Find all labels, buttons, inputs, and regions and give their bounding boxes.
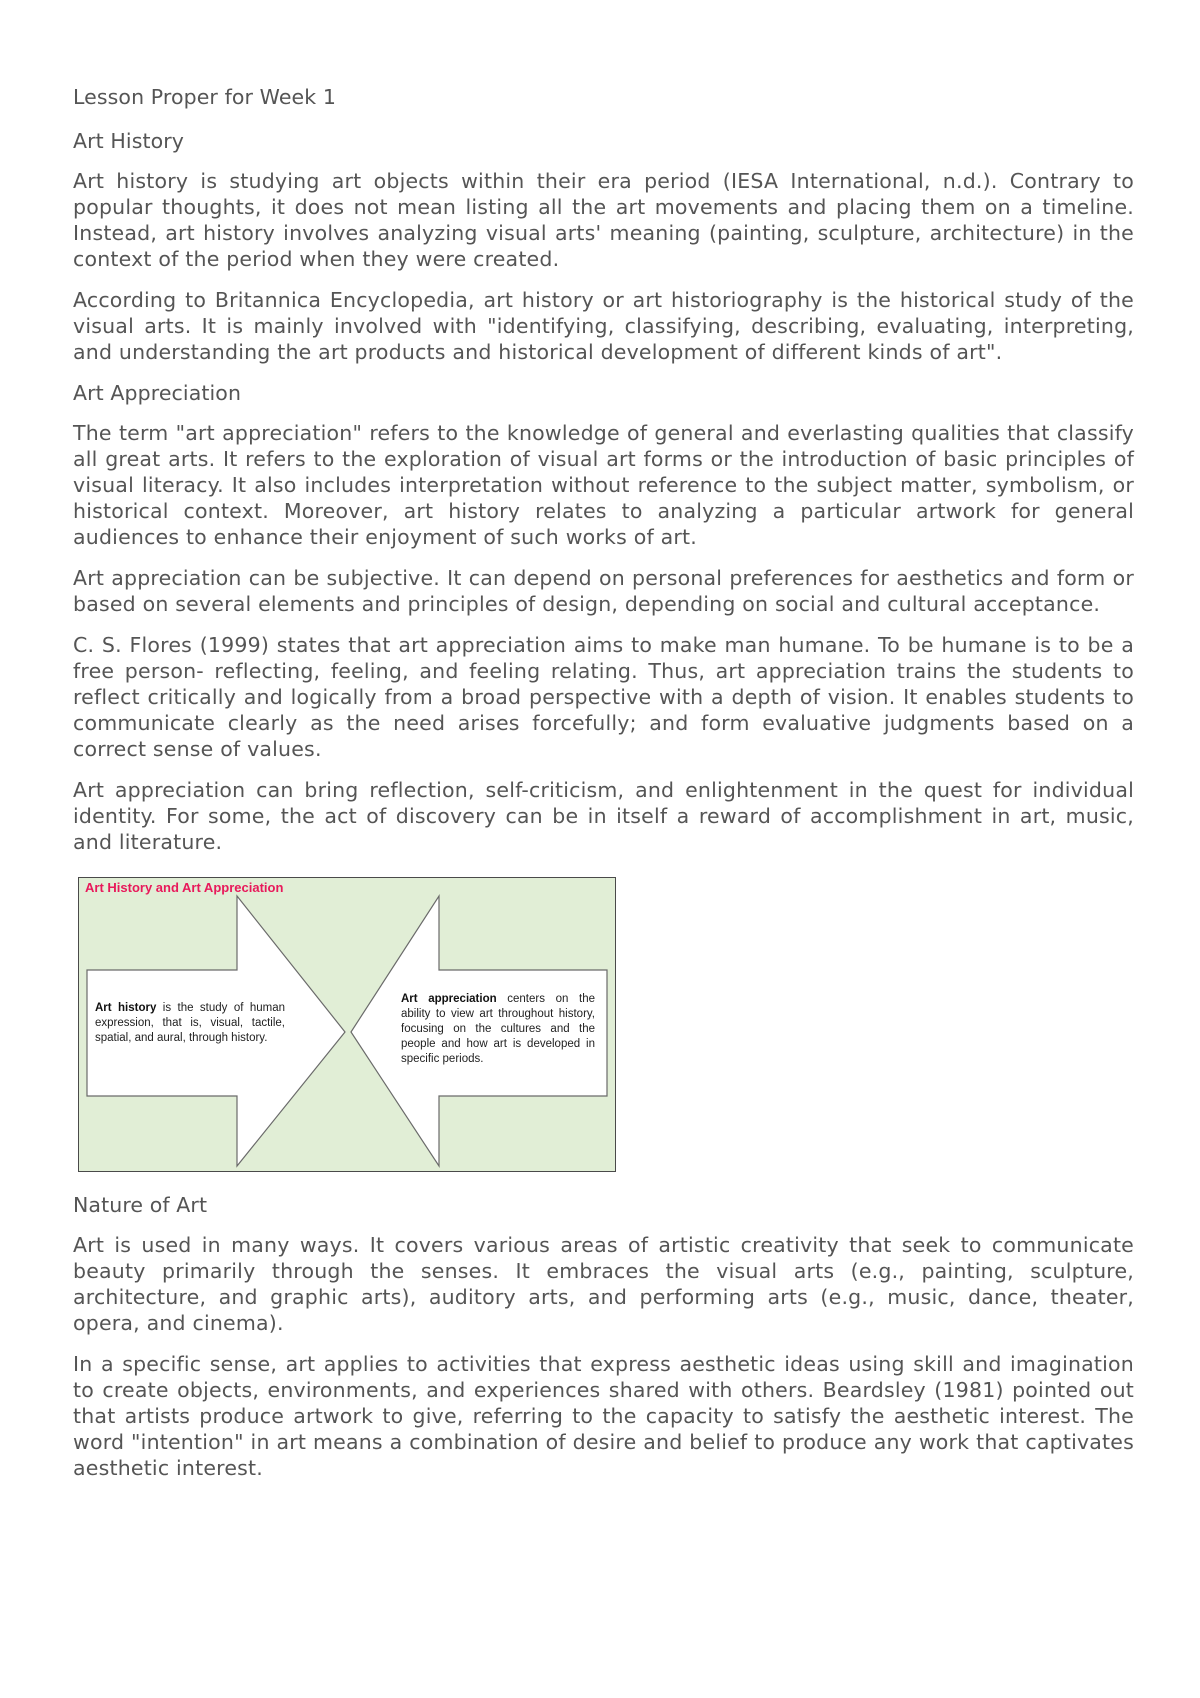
nature-of-art-paragraph-1: Art is used in many ways. It covers various areas of artistic creativity that seek to communicate beauty primarily through the senses. It embraces the visual arts (e.g., painting, sculpture, architecture, and graphic arts), auditory arts, and performing arts (e.g., music, dance, theater, opera, and cinema). [73, 1233, 1134, 1335]
art-history-heading: Art History [73, 129, 185, 153]
lesson-title: Lesson Proper for Week 1 [73, 85, 337, 109]
art-history-term: Art history [95, 1002, 157, 1014]
art-history-paragraph-2: According to Britannica Encyclopedia, art history or art historiography is the historical study of the visual arts. It is mainly involved with "identifying, classifying, describing, evaluating, interpreting, and understanding the art products and historical development of different kinds of art". [73, 288, 1134, 364]
art-appreciation-paragraph-1: The term "art appreciation" refers to the knowledge of general and everlasting qualities that classify all great arts. It refers to the exploration of visual art forms or the introduction of basic principles of visual literacy. It also includes interpretation without reference to the subject matter, symbolism, or historical context. Moreover, art history relates to analyzing a particular artwork for general audiences to enhance their enjoyment of such works of art. [73, 421, 1134, 549]
art-appreciation-definition-text: centers on the ability to view art throughout history, focusing on the cultures and the people and how art is developed in specific periods. [401, 993, 596, 1065]
figure-title: Art History and Art Appreciation [85, 880, 284, 895]
art-history-paragraph-1: Art history is studying art objects within their era period (IESA International, n.d.). Contrary to popular thoughts, it does not mean listing all the art movements and placing them on a timeline. Instead, art history involves analyzing visual arts' meaning (painting, sculpture, architecture) in the context of the period when they were created. [73, 169, 1134, 271]
art-appreciation-paragraph-2: Art appreciation can be subjective. It can depend on personal preferences for aesthetics and form or based on several elements and principles of design, depending on social and cultural acceptance. [73, 566, 1134, 616]
nature-of-art-heading: Nature of Art [73, 1193, 208, 1217]
art-appreciation-paragraph-4: Art appreciation can bring reflection, self-criticism, and enlightenment in the quest for individual identity. For some, the act of discovery can be in itself a reward of accomplishment in art, music, and literature. [73, 778, 1134, 854]
nature-of-art-paragraph-2: In a specific sense, art applies to activities that express aesthetic ideas using skill and imagination to create objects, environments, and experiences shared with others. Beardsley (1981) pointed out that artists produce artwork to give, referring to the capacity to satisfy the aesthetic interest. The word "intention" in art means a combination of desire and belief to produce any work that captivates aesthetic interest. [73, 1352, 1134, 1480]
art-history-definition-text: is the study of human expression, that is, visual, tactile, spatial, and aural, through history. [95, 1002, 285, 1044]
art-appreciation-heading: Art Appreciation [73, 381, 242, 405]
art-history-definition [95, 1001, 285, 1046]
art-appreciation-definition [401, 992, 595, 1067]
art-history-appreciation-figure [78, 877, 616, 1172]
art-appreciation-paragraph-3: C. S. Flores (1999) states that art appreciation aims to make man humane. To be humane is to be a free person- reflecting, feeling, and feeling relating. Thus, art appreciation trains the students to reflect critically and logically from a broad perspective with a depth of vision. It enables students to communicate clearly as the need arises forcefully; and form evaluative judgments based on a correct sense of values. [73, 633, 1134, 761]
art-appreciation-term: Art appreciation [401, 993, 497, 1005]
